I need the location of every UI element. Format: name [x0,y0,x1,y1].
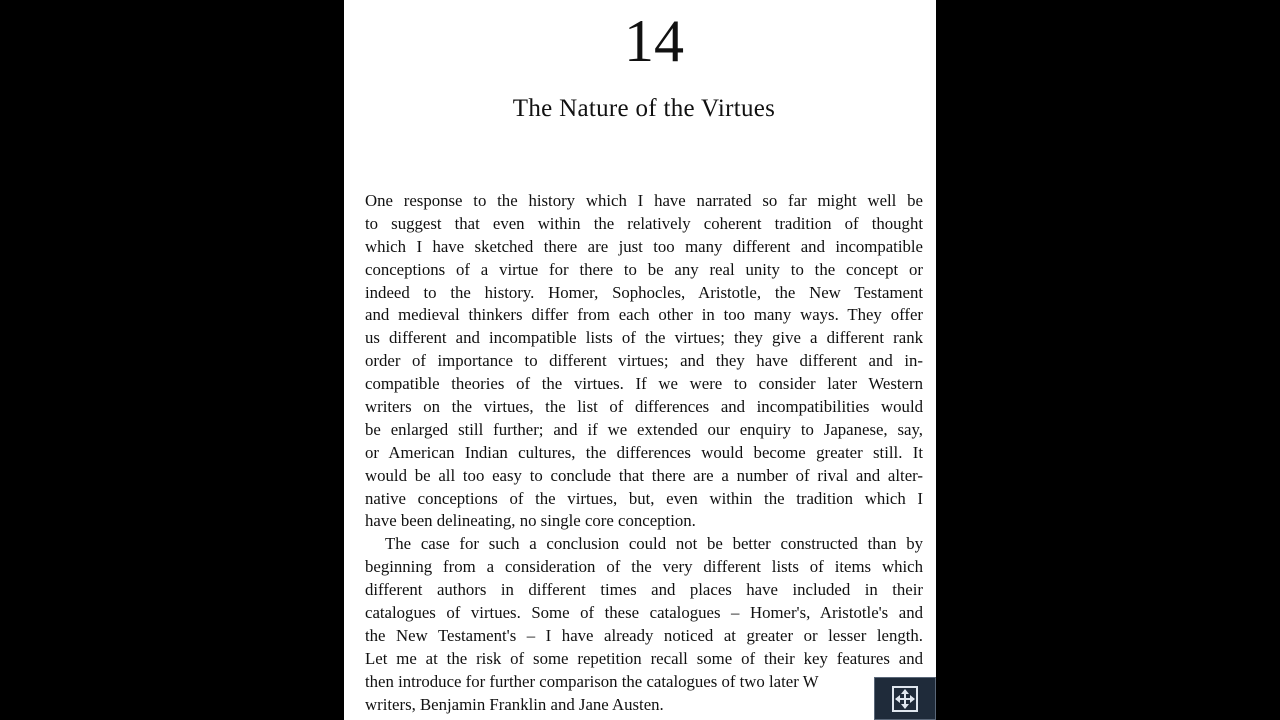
text-line: The case for such a conclusion could not be better constructed than by [385,534,923,554]
text-line: writers, Benjamin Franklin and Jane Austen. [365,694,664,714]
text-line: order of importance to different virtues; and they have different and in- [365,351,923,371]
body-text [365,190,923,716]
text-line: would be all too easy to conclude that there are a number of rival and alter- [365,465,923,485]
text-line: Let me at the risk of some repetition recall some of their key features and [365,648,923,668]
text-line: beginning from a consideration of the very different lists of items which [365,557,923,577]
book-page [344,0,936,720]
text-line: and medieval thinkers differ from each other in too many ways. They offer [365,305,923,325]
text-line: One response to the history which I have narrated so far might well be [365,191,923,210]
text-line: have been delineating, no single core conception. [365,511,696,531]
text-line: indeed to the history. Homer, Sophocles, Aristotle, the New Testament [365,282,923,302]
fullscreen-arrows-icon [891,685,919,713]
text-line: different authors in different times and places have included in their [365,580,923,600]
text-line: compatible theories of the virtues. If we were to consider later Western [365,374,923,394]
chapter-number: 14 [624,8,684,74]
text-line: or American Indian cultures, the differences would become greater still. It [365,442,923,462]
fullscreen-button[interactable] [874,677,936,720]
paragraph-2 [365,533,923,716]
text-line: which I have sketched there are just too many different and incompatible [365,236,923,256]
chapter-title: The Nature of the Virtues [512,95,776,122]
text-line: then introduce for further comparison the catalogues of two later W [365,671,819,691]
text-line: be enlarged still further; and if we extended our enquiry to Japanese, say, [365,419,923,439]
text-line: the New Testament's – I have already noticed at greater or lesser length. [365,625,923,645]
text-line: to suggest that even within the relatively coherent tradition of thought [365,213,923,233]
text-line: writers on the virtues, the list of differences and incompatibilities would [365,397,923,417]
paragraph-1 [365,190,923,533]
text-line: us different and incompatible lists of the virtues; they give a different rank [365,328,923,348]
text-line: conceptions of a virtue for there to be any real unity to the concept or [365,259,923,279]
text-line: native conceptions of the virtues, but, even within the tradition which I [365,488,923,508]
text-line: catalogues of virtues. Some of these catalogues – Homer's, Aristotle's and [365,603,923,623]
